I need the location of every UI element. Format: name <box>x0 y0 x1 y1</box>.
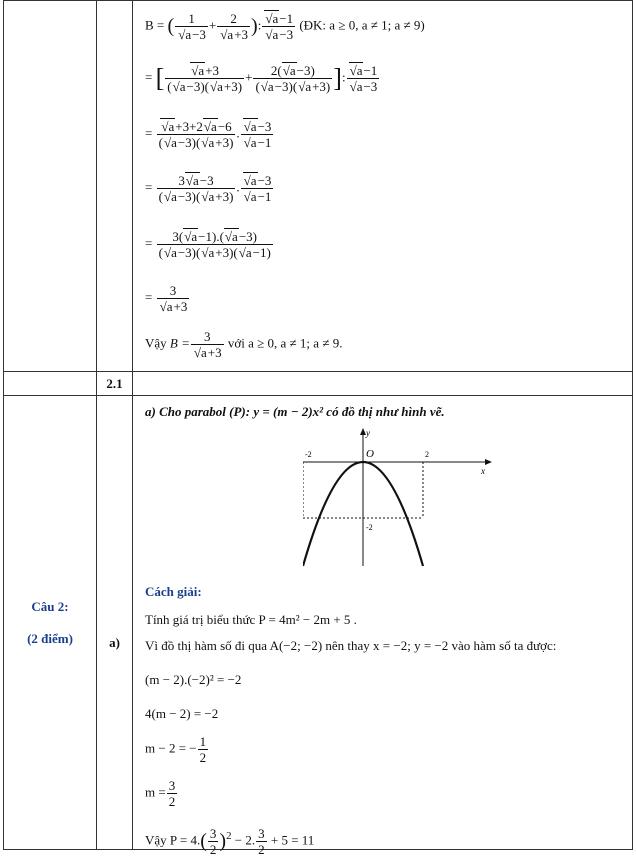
x-axis-arrow <box>485 459 492 465</box>
y-label: y <box>366 428 370 438</box>
question-cell <box>4 396 97 850</box>
equation-step-2: 4(m − 2) = −2 <box>145 706 219 721</box>
section-number: 2.1 <box>97 372 133 396</box>
conclusion-tail: = 11 <box>291 832 315 848</box>
equation-step-3: m − 2 = − $\frac{1}{2}$ <box>145 734 207 765</box>
equation-step-4: m = $\frac{3}{2}$ <box>145 778 176 809</box>
b-conclusion: Vậy B = $\frac{3}{√a+3}$ với a ≥ 0, a ≠ 1; a ≠ 9. <box>145 329 343 360</box>
expansion-step-1: = [ $\frac{√a+3}{(√a-3)(√a+3)}$ + $\frac{2(√a-3)}{(√a-3)(√a+3)}$ ]: $\frac{√a-1}{√a-3}$ <box>145 63 378 94</box>
method-title: Cách giải: <box>145 584 202 599</box>
question-label: Câu 2: <box>31 598 69 614</box>
row1-col1 <box>4 1 97 372</box>
vay-label: Vậy <box>145 335 167 351</box>
x-label: x <box>481 466 485 476</box>
b-final-label: B = <box>169 335 190 351</box>
parabola-intro: a) Cho parabol (P): y = (m − 2)x² có đồ thị như hình vẽ. <box>145 404 445 419</box>
b-definition-line: B = ( $\frac{1}{√a-3}$ + $\frac{2}{√a+3}$ ): $\frac{√a-1}{√a-3}$ (ĐK: a ≥ 0, a ≠ 1; a ≠ 9) <box>145 11 425 42</box>
final-condition: với a ≥ 0, a ≠ 1; a ≠ 9. <box>227 335 343 351</box>
condition-text: (ĐK: a ≥ 0, a ≠ 1; a ≠ 9) <box>299 17 425 33</box>
task-text: Tính giá trị biểu thức P = 4m² − 2m + 5 . <box>145 612 357 627</box>
p-conclusion: Vậy P = 4.( $\frac{3}{2}$ )$^2$ − 2. $\frac{3}{2}$ + 5 = 11 <box>145 826 315 857</box>
equation-step-1: (m − 2).(−2)² = −2 <box>145 672 242 687</box>
expansion-step-4: = $\frac{3(√a-1).(√a-3)}{(√a-3)(√a+3)(√a-1)}$ <box>145 229 271 260</box>
sub-question-label: a) <box>97 396 133 850</box>
parabola-graph <box>303 426 493 576</box>
simplified-result: = $\frac{3}{√a+3}$ <box>145 283 188 314</box>
row3-solution-cell <box>133 396 633 857</box>
question-points: (2 điểm) <box>27 630 73 646</box>
expansion-step-2: = $\frac{√a+3+2√a-6}{(√a-3)(√a+3)}$ . $\frac{√a-3}{√a-1}$ <box>145 119 272 150</box>
row2-col3 <box>133 372 633 396</box>
expansion-step-3: = $\frac{3√a-3}{(√a-3)(√a+3)}$ . $\frac{√a-3}{√a-1}$ <box>145 173 272 204</box>
origin-label: O <box>366 448 374 460</box>
step4-lhs: m = <box>145 784 166 800</box>
x-neg2-label: -2 <box>305 450 312 459</box>
b-label: B = <box>145 17 165 33</box>
row1-col2 <box>97 1 133 372</box>
step3-lhs: m − 2 = − <box>145 740 197 756</box>
conclusion-lhs: Vậy P = 4. <box>145 832 201 848</box>
y-neg2-label: -2 <box>366 523 373 532</box>
reason-text: Vì đồ thị hàm số đi qua A(−2; −2) nên thay x = −2; y = −2 vào hàm số ta được: <box>145 638 557 653</box>
x-pos2-label: 2 <box>425 450 429 459</box>
row2-col1 <box>4 372 97 396</box>
row1-solution-cell <box>133 1 633 372</box>
solution-table <box>3 0 633 857</box>
